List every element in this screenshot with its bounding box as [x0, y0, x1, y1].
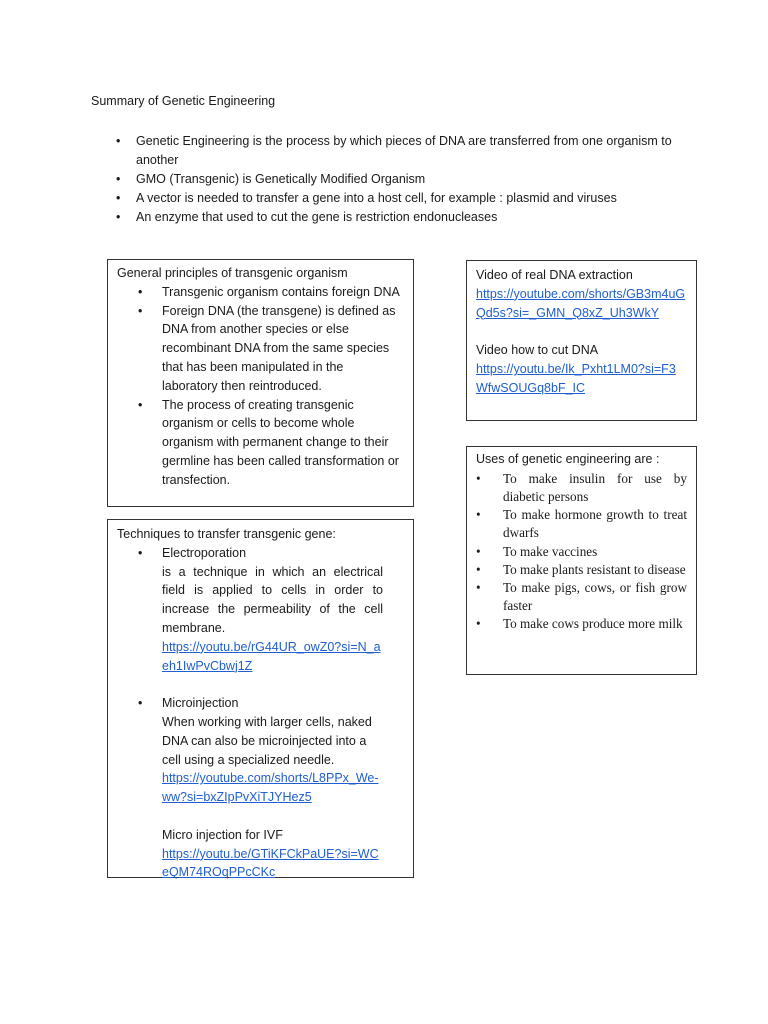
ivf-label: Micro injection for IVF: [162, 827, 283, 842]
uses-item: • To make cows produce more milk: [476, 615, 687, 633]
microinjection-name: • Microinjection: [162, 696, 239, 711]
extraction-video-label: Video of real DNA extraction: [476, 268, 633, 282]
principles-item: • The process of creating transgenic organism or cells to become whole organism with permanent change to their germline has been called transformation or transfection.: [138, 396, 402, 490]
microinjection-link[interactable]: https://youtube.com/shorts/L8PPx_We-ww?si=bxZIpPvXiTJYHez5: [162, 771, 379, 805]
techniques-heading: Techniques to transfer transgenic gene:: [117, 527, 336, 541]
intro-point: • A vector is needed to transfer a gene into a host cell, for example : plasmid and viruses: [116, 189, 696, 208]
uses-item: • To make pigs, cows, or fish grow faster: [476, 579, 687, 615]
principles-box: [107, 259, 414, 507]
extraction-video-link[interactable]: https://youtube.com/shorts/GB3m4uGQd5s?si=_GMN_Q8xZ_Uh3WkY: [476, 286, 686, 320]
microinjection-description: When working with larger cells, naked DNA can also be microinjected into a cell using a specialized needle.: [162, 714, 372, 767]
cut-video-label: Video how to cut DNA: [476, 343, 599, 358]
uses-list: [476, 470, 687, 634]
ivf-link[interactable]: https://youtu.be/GTiKFCkPaUE?si=WCeQM74ROqPPcCKc: [162, 846, 379, 880]
uses-heading: Uses of genetic engineering are :: [476, 452, 660, 466]
uses-item: • To make plants resistant to disease: [476, 561, 687, 579]
techniques-list: [138, 544, 383, 882]
electroporation-description: is a technique in which an electrical field is applied to cells in order to increase the permeability of the cell membrane.: [162, 564, 383, 635]
technique-electroporation: [138, 544, 383, 676]
videos-box: [466, 260, 697, 421]
intro-list: [116, 132, 696, 227]
techniques-box: [107, 519, 414, 878]
uses-item: • To make vaccines: [476, 543, 687, 561]
principles-heading: General principles of transgenic organism: [117, 266, 348, 280]
intro-point: • An enzyme that used to cut the gene is restriction endonucleases: [116, 208, 696, 227]
technique-microinjection: [138, 694, 383, 882]
electroporation-link[interactable]: https://youtu.be/rG44UR_owZ0?si=N_aeh1IwPvCbwj1Z: [162, 639, 381, 673]
uses-item: • To make insulin for use by diabetic persons: [476, 470, 687, 506]
uses-item: • To make hormone growth to treat dwarfs: [476, 506, 687, 542]
document-title: Summary of Genetic Engineering: [91, 94, 276, 108]
principles-item: • Foreign DNA (the transgene) is defined as DNA from another species or else recombinant DNA from the same species that has been manipulated in the laboratory then reintroduced.: [138, 302, 402, 396]
uses-box: [466, 446, 697, 675]
cut-video-link[interactable]: https://youtu.be/Ik_Pxht1LM0?si=F3WfwSOUGq8bF_IC: [476, 361, 676, 395]
intro-point: • GMO (Transgenic) is Genetically Modified Organism: [116, 170, 696, 189]
principles-item: • Transgenic organism contains foreign DNA: [138, 283, 402, 302]
intro-point: • Genetic Engineering is the process by which pieces of DNA are transferred from one organism to another: [116, 132, 696, 170]
principles-list: [138, 283, 402, 490]
electroporation-name: • Electroporation: [162, 545, 247, 560]
